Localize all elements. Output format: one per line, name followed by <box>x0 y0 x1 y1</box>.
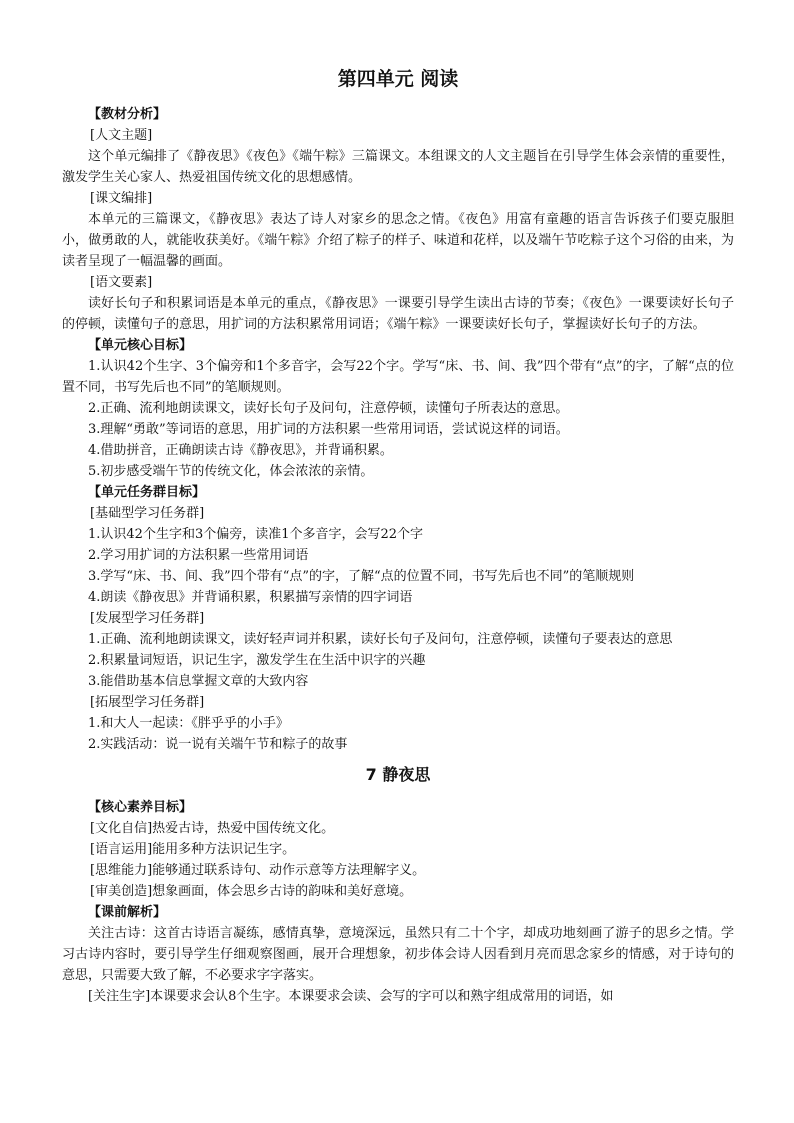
list-item: 3.理解“勇敢”等词语的意思，用扩词的方法积累一些常用词语，尝试说这样的词语。 <box>88 422 569 437</box>
paragraph: [关注生字]本课要求会认8个生字。本课要求会读、会写的字可以和熟字组成常用的词语，如 <box>88 989 614 1004</box>
list-item: 4.朗读《静夜思》并背诵积累，积累描写亲情的四字词语 <box>88 590 413 605</box>
list-item: 4.借助拼音，正确朗读古诗《静夜思》，并背诵积累。 <box>88 443 393 458</box>
subsection-label: [课文编排] <box>90 191 153 206</box>
list-item: 5.初步感受端午节的传统文化，体会浓浓的亲情。 <box>88 464 374 479</box>
list-item: 1.认识42个生字、3个偏旁和1个多音字，会写22个字。学写“床、书、间、我”四个带有“点”的字，了解“点的位置不同，书写先后也不同”的笔顺规则。 <box>62 359 734 395</box>
list-item: 1.认识42个生字和3个偏旁，读准1个多音字，会写22个字 <box>88 527 424 542</box>
section-heading: 【单元核心目标】 <box>88 338 193 353</box>
goal-item: [思维能力]能够通过联系诗句、动作示意等方法理解字义。 <box>90 863 426 878</box>
list-item: 2.正确、流利地朗读课文，读好长句子及问句，注意停顿，读懂句子所表达的意思。 <box>88 401 569 416</box>
list-item: 3.能借助基本信息掌握文章的大致内容 <box>88 674 309 689</box>
list-item: 3.学写“床、书、间、我”四个带有“点”的字，了解“点的位置不同，书写先后也不同”的笔顺规则 <box>88 569 635 584</box>
subsection-label: [基础型学习任务群] <box>90 506 205 521</box>
list-item: 1.正确、流利地朗读课文，读好轻声词并积累，读好长句子及问句，注意停顿，读懂句子要表达的意思 <box>88 632 673 647</box>
section-heading: 【课前解析】 <box>88 905 167 920</box>
lesson-title: 7 静夜思 <box>365 765 431 784</box>
section-heading: 【单元任务群目标】 <box>88 485 206 500</box>
paragraph: 本单元的三篇课文，《静夜思》表达了诗人对家乡的思念之情。《夜色》用富有童趣的语言告诉孩子们要克服胆小，做勇敢的人，就能收获美好。《端午粽》介绍了粽子的样子、味道和花样，以及端午节吃粽子这个习俗的由来，为读者呈现了一幅温馨的画面。 <box>62 212 734 269</box>
subsection-label: [语文要素] <box>90 275 153 290</box>
section-heading: 【核心素养目标】 <box>88 800 193 815</box>
paragraph: 这个单元编排了《静夜思》《夜色》《端午粽》三篇课文。本组课文的人文主题旨在引导学生体会亲情的重要性，激发学生关心家人、热爱祖国传统文化的思想感情。 <box>62 149 734 185</box>
list-item: 2.实践活动：说一说有关端午节和粽子的故事 <box>88 737 348 752</box>
goal-item: [文化自信]热爱古诗，热爱中国传统文化。 <box>90 821 335 836</box>
paragraph: 关注古诗：这首古诗语言凝练，感情真挚，意境深远，虽然只有二十个字，却成功地刻画了游子的思乡之情。学习古诗内容时，要引导学生仔细观察图画，展开合理想象，初步体会诗人因看到月亮而思念家乡的情感，对于诗句的意思，只需要大致了解，不必要求字字落实。 <box>62 926 734 983</box>
list-item: 1.和大人一起读：《胖乎乎的小手》 <box>88 716 289 731</box>
list-item: 2.积累量词短语，识记生字，激发学生在生活中识字的兴趣 <box>88 653 426 668</box>
unit-title: 第四单元 阅读 <box>337 68 459 90</box>
goal-item: [语言运用]能用多种方法识记生字。 <box>90 842 296 857</box>
paragraph: 读好长句子和积累词语是本单元的重点，《静夜思》一课要引导学生读出古诗的节奏；《夜色》一课要读好长句子的停顿，读懂句子的意思，用扩词的方法积累常用词语；《端午粽》一课要读好长句子，掌握读好长句子的方法。 <box>62 296 734 332</box>
subsection-label: [人文主题] <box>90 128 153 143</box>
document-body <box>62 66 734 1007</box>
subsection-label: [发展型学习任务群] <box>90 611 205 626</box>
subsection-label: [拓展型学习任务群] <box>90 695 205 710</box>
list-item: 2.学习用扩词的方法积累一些常用词语 <box>88 548 309 563</box>
section-heading: 【教材分析】 <box>88 107 167 122</box>
goal-item: [审美创造]想象画面，体会思乡古诗的韵味和美好意境。 <box>90 884 413 899</box>
